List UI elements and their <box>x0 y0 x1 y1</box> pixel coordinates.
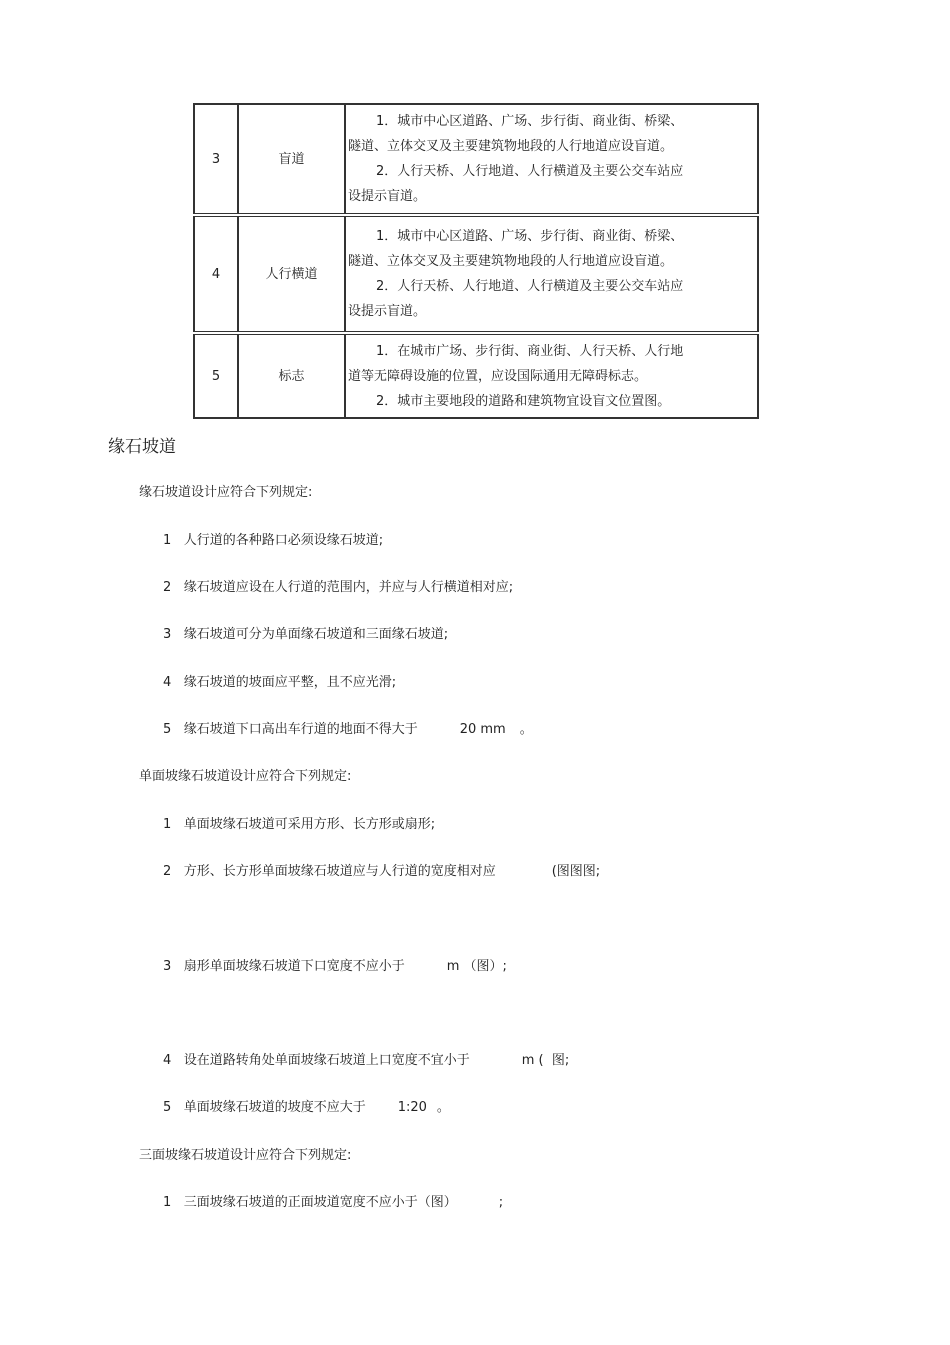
section-heading: 缘石坡道 <box>108 437 176 457</box>
item-number: 1 <box>163 533 172 548</box>
list-item <box>163 813 435 832</box>
requirement-line: 2．人行天桥、人行地道、人行横道及主要公交车站应 <box>376 279 684 294</box>
item-text: 三面坡缘石坡道的正面坡道宽度不应小于（图） <box>183 1195 457 1210</box>
item-number: 3 <box>163 627 172 642</box>
item-end: ; <box>498 1195 504 1210</box>
row-number: 5 <box>194 333 238 418</box>
item-text: 单面坡缘石坡道的坡度不应大于 <box>183 1100 366 1115</box>
table-row <box>194 104 758 215</box>
requirement-line: 1．城市中心区道路、广场、步行街、商业街、桥梁、 <box>376 229 684 244</box>
item-number: 4 <box>163 675 172 690</box>
item-value: 20 mm <box>459 722 506 737</box>
intro-paragraph: 缘石坡道设计应符合下列规定: <box>139 485 313 500</box>
item-end: (图图图; <box>551 864 601 879</box>
requirement-text <box>345 104 758 215</box>
requirement-line: 设提示盲道。 <box>348 189 427 204</box>
table-row <box>194 333 758 418</box>
list-item <box>163 718 533 737</box>
list-item <box>163 529 383 548</box>
facility-name: 盲道 <box>238 104 345 215</box>
item-text: 单面坡缘石坡道可采用方形、长方形或扇形; <box>183 817 436 832</box>
requirement-line: 1．城市中心区道路、广场、步行街、商业街、桥梁、 <box>376 114 684 129</box>
item-end: 。 <box>436 1100 450 1115</box>
item-number: 3 <box>163 959 172 974</box>
facility-name: 标志 <box>238 333 345 418</box>
list-item <box>163 576 513 595</box>
item-number: 4 <box>163 1053 172 1068</box>
item-text: 缘石坡道可分为单面缘石坡道和三面缘石坡道; <box>183 627 449 642</box>
requirement-line: 2．城市主要地段的道路和建筑物宜设盲文位置图。 <box>376 393 671 409</box>
list-item <box>163 1096 450 1115</box>
requirement-line: 道等无障碍设施的位置，应设国际通用无障碍标志。 <box>348 368 648 384</box>
requirement-text <box>345 215 758 333</box>
requirement-line: 1．在城市广场、步行街、商业街、人行天桥、人行地 <box>376 343 684 359</box>
list-item <box>163 955 507 974</box>
list-item <box>163 671 396 690</box>
requirement-text <box>345 333 758 418</box>
item-text: 缘石坡道的坡面应平整，且不应光滑; <box>183 675 397 690</box>
intro-paragraph: 单面坡缘石坡道设计应符合下列规定: <box>139 769 352 784</box>
requirement-line: 设提示盲道。 <box>348 304 427 319</box>
requirements-table-wrapper <box>193 103 759 419</box>
list-item <box>163 623 448 642</box>
intro-paragraph: 三面坡缘石坡道设计应符合下列规定: <box>139 1148 352 1163</box>
facility-name: 人行横道 <box>238 215 345 333</box>
item-end: m （图）; <box>446 959 507 974</box>
requirement-line: 隧道、立体交叉及主要建筑物地段的人行地道应设盲道。 <box>348 254 674 269</box>
table-row <box>194 215 758 333</box>
item-text: 扇形单面坡缘石坡道下口宽度不应小于 <box>183 959 405 974</box>
item-number: 1 <box>163 1195 172 1210</box>
item-text: 缘石坡道应设在人行道的范围内，并应与人行横道相对应; <box>183 580 514 595</box>
item-end: m ( 图; <box>521 1053 570 1068</box>
item-number: 1 <box>163 817 172 832</box>
requirement-line: 2．人行天桥、人行地道、人行横道及主要公交车站应 <box>376 164 684 179</box>
item-text: 设在道路转角处单面坡缘石坡道上口宽度不宜小于 <box>183 1053 470 1068</box>
item-number: 5 <box>163 722 172 737</box>
item-text: 人行道的各种路口必须设缘石坡道; <box>183 533 384 548</box>
item-number: 5 <box>163 1100 172 1115</box>
list-item <box>163 1049 569 1068</box>
list-item <box>163 1191 503 1210</box>
item-number: 2 <box>163 580 172 595</box>
list-item <box>163 860 600 879</box>
row-number: 4 <box>194 215 238 333</box>
item-text: 方形、长方形单面坡缘石坡道应与人行道的宽度相对应 <box>183 864 496 879</box>
requirements-table <box>193 103 759 419</box>
requirement-line: 隧道、立体交叉及主要建筑物地段的人行地道应设盲道。 <box>348 139 674 154</box>
item-text: 缘石坡道下口高出车行道的地面不得大于 <box>183 722 418 737</box>
item-value: 1:20 <box>397 1100 427 1115</box>
item-number: 2 <box>163 864 172 879</box>
item-end: 。 <box>519 722 533 737</box>
row-number: 3 <box>194 104 238 215</box>
